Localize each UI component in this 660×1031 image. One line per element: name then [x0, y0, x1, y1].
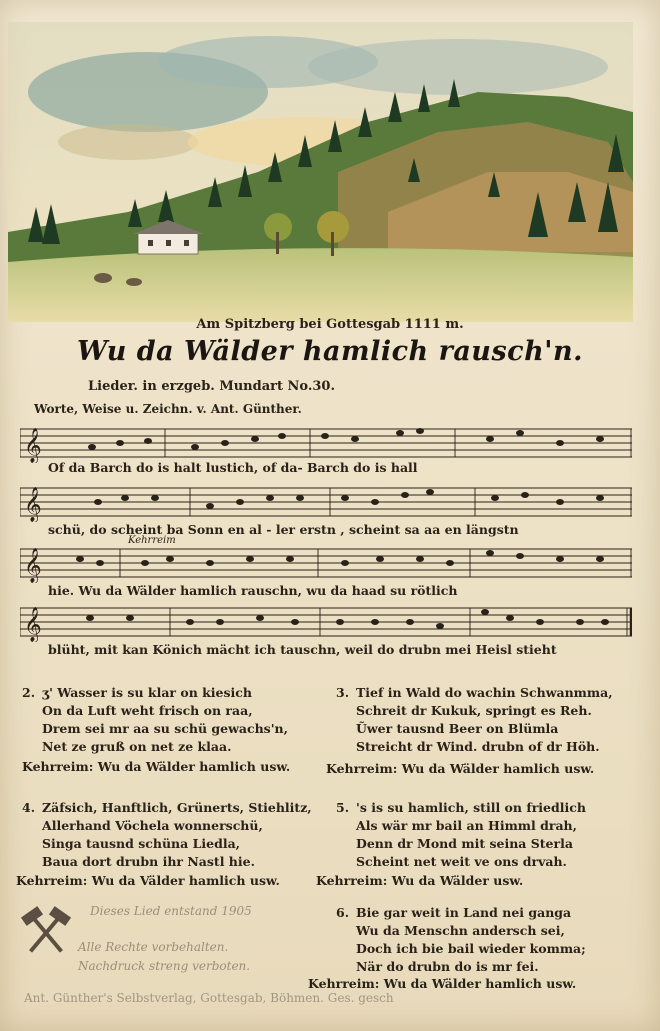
verse-line: När do drubn do is mr fei. — [356, 959, 539, 974]
verse-5 — [336, 799, 586, 871]
credits-label: Worte, Weise u. Zeichn. v. Ant. Günther. — [34, 402, 302, 416]
verse-number: 2. — [22, 685, 36, 700]
origin-note: Dieses Lied entstand 1905 — [90, 904, 252, 918]
verse-number: 3. — [336, 685, 350, 700]
verse-number: 6. — [336, 905, 350, 920]
rights-reserved: Alle Rechte vorbehalten. — [78, 940, 229, 954]
verse-line: ʒ' Wasser is su klar on kiesich — [42, 685, 252, 700]
song-title: Wu da Wälder hamlich rausch'n. — [76, 336, 584, 367]
series-label: Lieder. in erzgeb. Mundart No.30. — [88, 379, 335, 394]
hammer-and-pick-icon — [18, 905, 74, 957]
verse-line: Doch ich bie bail wieder komma; — [356, 941, 586, 956]
verse-number: 5. — [336, 800, 350, 815]
verse-6 — [336, 904, 586, 976]
verse-2-refrain: Kehrreim: Wu da Wälder hamlich usw. — [22, 759, 291, 774]
verse-line: Bie gar weit in Land nei ganga — [356, 905, 572, 920]
verse-3 — [336, 684, 613, 756]
svg-text:𝄞: 𝄞 — [24, 487, 42, 522]
refrain-marker: Kehrreim — [128, 535, 176, 546]
verse-line: Baua dort drubn ihr Nastl hie. — [42, 854, 255, 869]
verse-line: Streicht dr Wind. drubn of dr Höh. — [356, 739, 600, 754]
svg-text:𝄞: 𝄞 — [24, 607, 42, 642]
publisher-line: Ant. Günther's Selbstverlag, Gottesgab, Böhmen. Ges. gesch — [24, 991, 394, 1005]
svg-text:𝄞: 𝄞 — [24, 428, 42, 463]
lyrics-line-1: Of da Barch do is halt lustich, of da- Barch do is hall — [48, 460, 418, 475]
music-staff-2 — [20, 482, 632, 522]
verse-line: Denn dr Mond mit seina Sterla — [356, 836, 573, 851]
verse-line: Ũwer tausnd Beer on Blümla — [356, 721, 559, 736]
music-staff-4 — [20, 602, 632, 642]
verse-number: 4. — [22, 800, 36, 815]
svg-text:𝄞: 𝄞 — [24, 548, 42, 583]
music-staff-1 — [20, 423, 632, 463]
verse-line: Drem sei mr aa su schü gewachs'n, — [42, 721, 288, 736]
verse-line: Zäfsich, Hanftlich, Grünerts, Stiehlitz, — [42, 800, 312, 815]
verse-line: Als wär mr bail an Himml drah, — [356, 818, 578, 833]
landscape-illustration — [8, 22, 633, 322]
verse-6-refrain: Kehrreim: Wu da Wälder hamlich usw. — [308, 976, 577, 991]
verse-line: On da Luft weht frisch on raa, — [42, 703, 253, 718]
lyrics-line-3: hie. Wu da Wälder hamlich rauschn, wu da haad su rötlich — [48, 583, 458, 598]
verse-5-refrain: Kehrreim: Wu da Wälder usw. — [316, 873, 524, 888]
location-caption: Am Spitzberg bei Gottesgab 1111 m. — [196, 317, 464, 332]
verse-line: Scheint net weit ve ons drvah. — [356, 854, 567, 869]
verse-4-refrain: Kehrreim: Wu da Välder hamlich usw. — [16, 873, 280, 888]
verse-2 — [22, 684, 288, 756]
reprint-prohibited: Nachdruck streng verboten. — [78, 959, 251, 973]
verse-3-refrain: Kehrreim: Wu da Wälder hamlich usw. — [326, 761, 595, 776]
lyrics-line-2: schü, do scheint ba Sonn en al - ler erstn , scheint sa aa en längstn — [48, 522, 519, 537]
verse-line: 's is su hamlich, still on friedlich — [356, 800, 586, 815]
lyrics-line-4: blüht, mit kan Könich mächt ich tauschn, weil do drubn mei Heisl stieht — [48, 642, 557, 657]
verse-line: Allerhand Vöchela wonnerschü, — [42, 818, 263, 833]
music-staff-3 — [20, 543, 632, 583]
verse-line: Net ze gruß on net ze klaa. — [42, 739, 232, 754]
verse-line: Wu da Menschn andersch sei, — [356, 923, 565, 938]
verse-4 — [22, 799, 312, 871]
verse-line: Singa tausnd schüna Liedla, — [42, 836, 241, 851]
verse-line: Tief in Wald do wachin Schwanmma, — [356, 685, 613, 700]
verse-line: Schreit dr Kukuk, springt es Reh. — [356, 703, 592, 718]
